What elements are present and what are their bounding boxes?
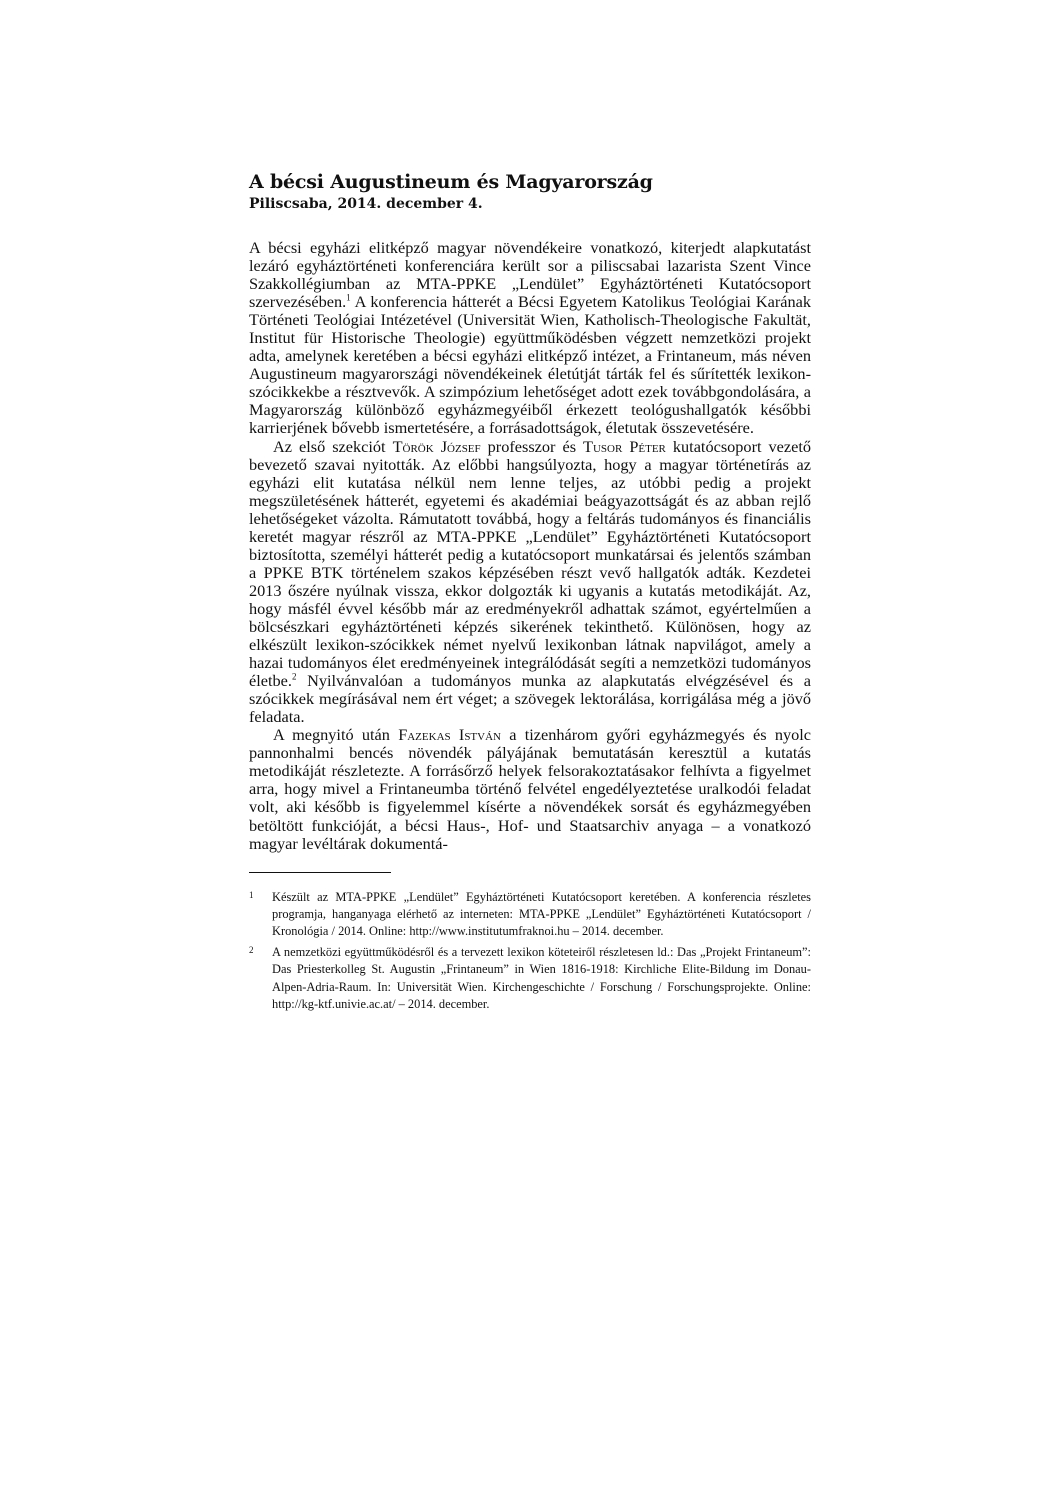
paragraph-3 bbox=[249, 726, 811, 852]
footnote-ref-2[interactable]: 2 bbox=[291, 671, 297, 682]
article-title: A bécsi Augustineum és Magyarország bbox=[249, 171, 653, 193]
paragraph-2 bbox=[249, 438, 811, 727]
paragraph-2-text-d: Nyilvánvalóan a tudományos munka az alapkutatás elvégzésével és a szócikkek megírásával nem ért véget; a szövegek lektorálása, korrigálása még a jövő feladata. bbox=[249, 671, 811, 727]
footnote-2 bbox=[249, 944, 811, 1013]
footnote-number: 1 bbox=[249, 889, 254, 900]
page-content bbox=[249, 170, 811, 1017]
article-subtitle: Piliscsaba, 2014. december 4. bbox=[249, 196, 483, 212]
paragraph-1 bbox=[249, 239, 811, 438]
footnote-text: Készült az MTA-PPKE „Lendület” Egyháztörténeti Kutatócsoport keretében. A konferencia részletes programja, hanganyaga elérhető az interneten: MTA-PPKE „Lendület” Egyháztörténeti Kutatócsoport / Kronológia / 2014. Online: http://www.institutumfraknoi.hu – 2014. december. bbox=[272, 889, 811, 938]
paragraph-1-text-a: A bécsi egyházi elitképző magyar növendékeire vonatkozó, kiterjedt alapkutatást lezáró egyháztörténeti konferenciára került sor a piliscsabai lazarista Szent Vince Szakkollégiumban az MTA-PPKE „Lendület” Egyháztörténeti Kutatócsoport szervezésében. bbox=[249, 238, 811, 312]
footnote-ref-1[interactable]: 1 bbox=[346, 292, 351, 303]
paragraph-2-text-b: professzor és bbox=[480, 436, 584, 456]
paragraph-3-text-a: A megnyitó után bbox=[273, 725, 399, 745]
paragraph-3-text-b: a tizenhárom győri egyházmegyés és nyolc pannonhalmi bencés növendék pályájának bemutatásán keresztül a kutatás metodikáját részletezte. A forrásőrző helyek felsorakoztatásakor felhívta a figyelmet arra, hogy mivel a Frintaneumba történő felvétel engedélyeztetése uralkodói feladat volt, aki később is figyelemmel kísérte a növendékek sorsát és egyházmegyében betöltött funkcióját, a bécsi Haus-, Hof- und Staatsarchiv anyaga – a vonatkozó magyar levéltárak dokumentá- bbox=[249, 725, 811, 853]
paragraph-2-text-c: kutatócsoport vezető bevezető szavai nyitották. Az előbbi hangsúlyozta, hogy a magyar történetírás az egyházi elit kutatása nélkül nem lenne teljes, az utóbbi pedig a projekt megszületésének hátterét, egyetemi és akadémiai beágyazottságát és az abban rejlő lehetőségeket vázolta. Rámutatott továbbá, hogy a feltárás tudományos és financiális keretét magyar részről az MTA-PPKE „Lendület” Egyháztörténeti Kutatócsoport biztosította, személyi hátterét pedig a kutatócsoport munkatársai és jelentős számban a PPKE BTK történelem szakos képzésében részt vevő hallgatók adták. Kezdetei 2013 őszére nyúlnak vissza, ekkor dolgozták ki ugyanis a kutatás metodikáját. Az, hogy másfél évvel később már az eredményekről adhattak számot, egyértelműen a bölcsészkari egyháztörténeti képzés sikerének tekinthető. Különösen, hogy az elkészült lexikon-szócikkek német nyelvű lexikonban látnak napvilágot, amely a hazai tudományos élet eredményeinek integrálódását segíti a nemzetközi tudományos életbe. bbox=[249, 436, 812, 691]
paragraph-2-text-a: Az első szekciót bbox=[273, 436, 393, 456]
person-name-fazekas: Fazekas István bbox=[398, 725, 501, 745]
footnote-number: 2 bbox=[249, 945, 254, 956]
footnote-1 bbox=[249, 889, 811, 941]
person-name-torok: Török József bbox=[392, 436, 481, 456]
footnotes bbox=[249, 889, 811, 1013]
footnote-separator bbox=[249, 872, 391, 873]
paragraph-1-text-b: A konferencia hátterét a Bécsi Egyetem Katolikus Teológiai Karának Történeti Teológiai Intézetével (Universität Wien, Katholisch-Theologische Fakultät, Institut für Historische Theologie) együttműködésben végzett nemzetközi projekt adta, amelynek keretében a bécsi egyházi elitképző intézet, a Frintaneum, más néven Augustineum magyarországi növendékeinek életútját tárták fel és sűrítették lexikon-szócikkekbe a résztvevők. A szimpózium lehetőséget adott ezek továbbgondolására, a Magyarország különböző egyházmegyéiből érkezett teológushallgatók későbbi karrierjének bővebb ismertetésére, a forrásadottságok, életutak összevetésére. bbox=[249, 292, 811, 438]
footnote-text: A nemzetközi együttműködésről és a tervezett lexikon köteteiről részletesen ld.: Das „Projekt Frintaneum”: Das Priesterkolleg St. Augustin „Frintaneum” in Wien 1816-1918: Kirchliche Elite-Bildung im Donau-Alpen-Adria-Raum. In: Universität Wien. Kirchengeschichte / Forschung / Forschungsprojekte. Online: http://kg-ktf.univie.ac.at/ – 2014. december. bbox=[272, 945, 811, 1011]
person-name-tusor: Tusor Péter bbox=[583, 436, 666, 456]
article-body bbox=[249, 239, 811, 853]
